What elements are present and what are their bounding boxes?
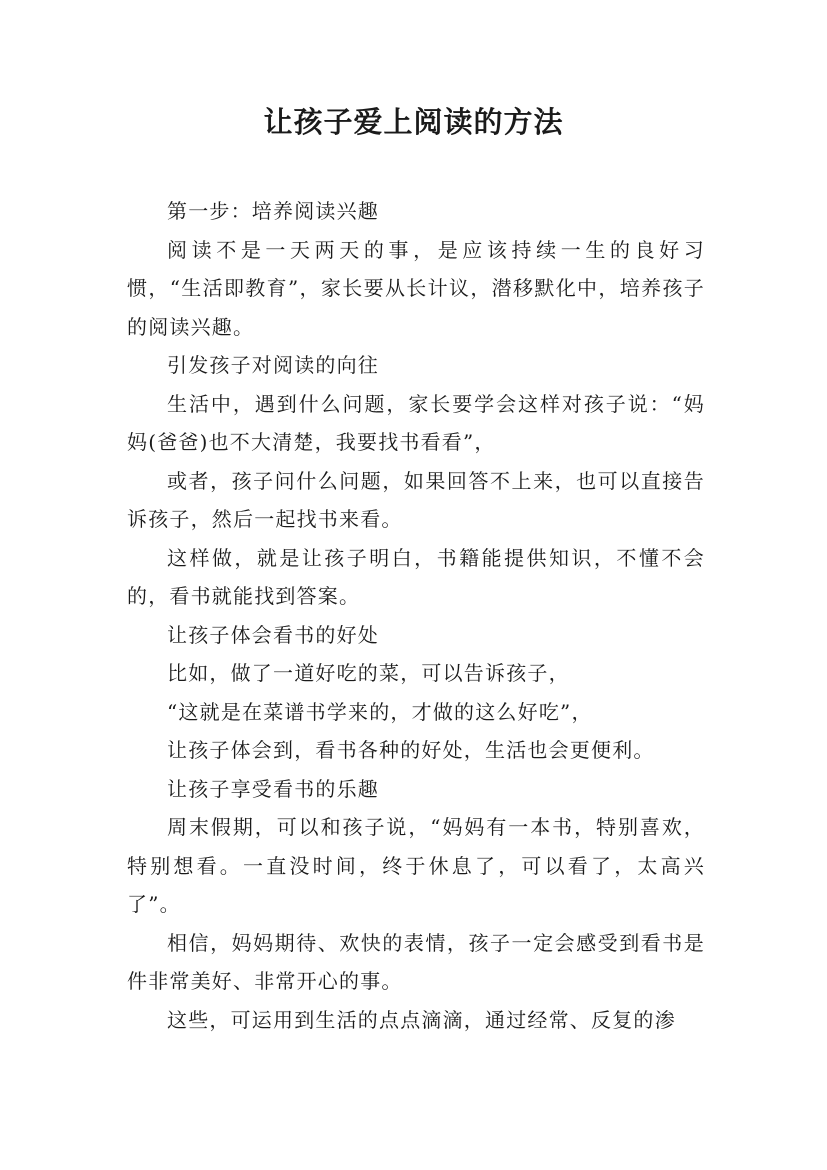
paragraph: 生活中，遇到什么问题，家长要学会这样对孩子说：“妈妈(爸爸)也不大清楚，我要找书看看”， <box>127 391 705 454</box>
paragraph: 比如，做了一道好吃的菜，可以告诉孩子， <box>167 661 570 685</box>
paragraph: 让孩子体会到，看书各种的好处，生活也会更便利。 <box>167 738 655 762</box>
paragraph: 相信，妈妈期待、欢快的表情，孩子一定会感受到看书是件非常美好、非常开心的事。 <box>127 930 705 993</box>
paragraph: 或者，孩子问什么问题，如果回答不上来，也可以直接告诉孩子，然后一起找书来看。 <box>127 468 705 531</box>
paragraph: “这就是在菜谱书学来的，才做的这么好吃”， <box>167 699 593 724</box>
paragraph-subheading: 让孩子享受看书的乐趣 <box>167 776 379 801</box>
paragraph-step-heading: 第一步：培养阅读兴趣 <box>167 199 379 223</box>
paragraph-subheading: 让孩子体会看书的好处 <box>167 622 379 647</box>
paragraph: 这样做，就是让孩子明白，书籍能提供知识，不懂不会的，看书就能找到答案。 <box>127 545 705 608</box>
document-title: 让孩子爱上阅读的方法 <box>263 105 564 139</box>
paragraph: 周末假期，可以和孩子说，“妈妈有一本书，特别喜欢，特别想看。一直没时间，终于休息了，可以看了，太高兴了”。 <box>127 815 705 916</box>
document-body <box>127 192 705 1039</box>
paragraph-subheading: 引发孩子对阅读的向往 <box>167 353 379 377</box>
paragraph: 阅读不是一天两天的事，是应该持续一生的良好习惯，“生活即教育”，家长要从长计议，潜移默化中，培养孩子的阅读兴趣。 <box>127 237 705 339</box>
paragraph: 这些，可运用到生活的点点滴滴，通过经常、反复的渗 <box>167 1007 676 1032</box>
